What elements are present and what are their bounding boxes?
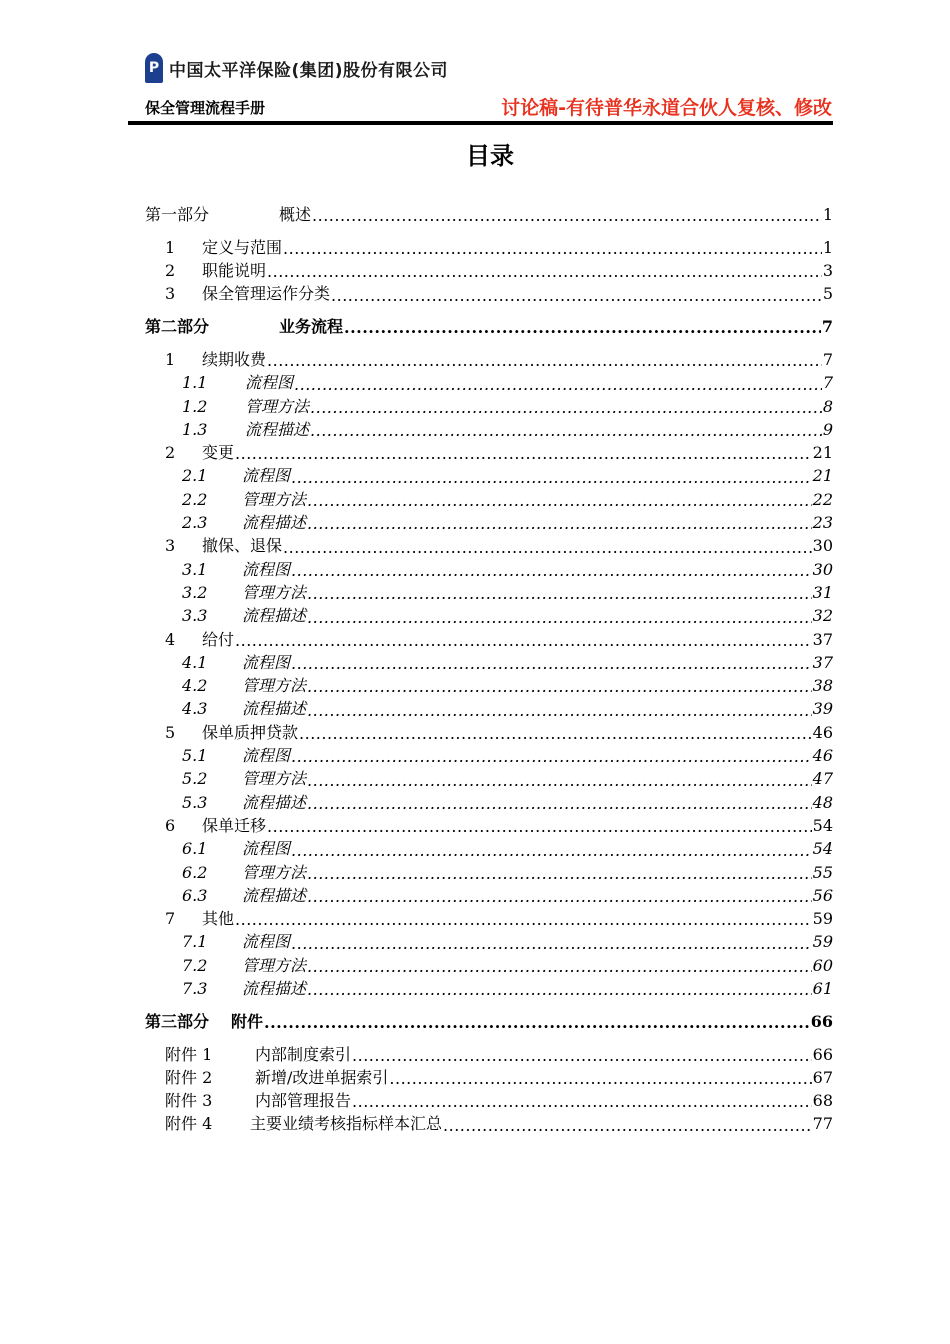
toc-text: 附件 bbox=[231, 1011, 264, 1031]
toc-num: 6.3 bbox=[182, 885, 208, 905]
toc-num: 第三部分 bbox=[145, 1011, 210, 1031]
toc-leader bbox=[235, 444, 812, 464]
toc-num: 7.1 bbox=[182, 932, 208, 952]
toc-text: 保单迁移 bbox=[202, 815, 267, 835]
toc-page: 38 bbox=[812, 676, 833, 696]
toc-num: 6.1 bbox=[182, 839, 208, 859]
toc-item[interactable] bbox=[145, 441, 833, 464]
toc-text: 流程描述 bbox=[242, 885, 307, 905]
toc-num: 2.3 bbox=[182, 513, 208, 533]
toc-leader bbox=[291, 561, 812, 581]
toc-leader bbox=[307, 980, 812, 1000]
toc-num: 5.2 bbox=[182, 769, 208, 789]
toc-text: 概述 bbox=[279, 205, 312, 224]
toc-page: 21 bbox=[812, 466, 833, 486]
toc-subitem[interactable] bbox=[145, 464, 833, 487]
toc-num: 5.3 bbox=[182, 792, 208, 812]
toc-item[interactable] bbox=[145, 721, 833, 744]
toc-text: 主要业绩考核指标样本汇总 bbox=[250, 1114, 443, 1134]
toc-leader bbox=[267, 817, 812, 837]
toc-leader bbox=[291, 468, 812, 488]
toc-leader bbox=[283, 538, 812, 558]
toc-text: 保全管理运作分类 bbox=[202, 284, 331, 304]
toc-text: 管理方法 bbox=[242, 489, 307, 509]
toc-part-3[interactable] bbox=[145, 1010, 833, 1033]
toc-text: 撤保、退保 bbox=[202, 536, 283, 556]
toc-subitem[interactable] bbox=[145, 511, 833, 534]
toc-num: 1.2 bbox=[182, 396, 208, 416]
toc-subitem[interactable] bbox=[145, 930, 833, 953]
toc-page: 3 bbox=[822, 261, 833, 281]
toc-text: 新增/改进单据索引 bbox=[255, 1067, 389, 1087]
toc-page: 56 bbox=[812, 885, 833, 905]
toc-page: 23 bbox=[812, 513, 833, 533]
toc-text: 保单质押贷款 bbox=[202, 722, 299, 742]
header-rule bbox=[128, 121, 833, 125]
toc-page: 7 bbox=[822, 373, 833, 393]
toc-leader bbox=[291, 841, 812, 861]
toc-num: 3.1 bbox=[182, 559, 208, 579]
toc-subitem[interactable] bbox=[145, 861, 833, 884]
toc-num: 第一部分 bbox=[145, 205, 210, 224]
toc-num: 1 bbox=[165, 237, 176, 257]
toc-num: 3.2 bbox=[182, 582, 208, 602]
toc-num: 3.3 bbox=[182, 606, 208, 626]
toc-text: 内部管理报告 bbox=[255, 1091, 352, 1111]
toc-subitem[interactable] bbox=[145, 488, 833, 511]
toc-num: 1.1 bbox=[182, 373, 208, 393]
toc-page: 61 bbox=[812, 979, 833, 998]
logo-mark-icon: P bbox=[145, 53, 163, 83]
toc-text: 业务流程 bbox=[279, 317, 344, 337]
toc-num: 1.3 bbox=[182, 419, 208, 439]
toc-page: 1 bbox=[822, 205, 833, 224]
toc-page: 48 bbox=[812, 792, 833, 812]
toc-leader bbox=[310, 398, 822, 418]
toc-num: 3 bbox=[165, 536, 176, 556]
toc-text: 给付 bbox=[202, 629, 235, 649]
toc-leader bbox=[307, 771, 812, 791]
toc-subitem[interactable] bbox=[145, 371, 833, 394]
toc-subitem[interactable] bbox=[145, 604, 833, 627]
toc-num: 附件 3 bbox=[165, 1091, 213, 1111]
toc-leader bbox=[307, 957, 812, 977]
toc-item[interactable] bbox=[145, 814, 833, 837]
toc-leader bbox=[307, 701, 812, 721]
toc-leader bbox=[291, 654, 812, 674]
toc-leader bbox=[307, 491, 812, 511]
toc-subitem[interactable] bbox=[145, 767, 833, 790]
toc-page: 7 bbox=[822, 349, 833, 369]
toc-page: 21 bbox=[812, 443, 833, 463]
toc-num: 6.2 bbox=[182, 862, 208, 882]
toc-text: 管理方法 bbox=[242, 955, 307, 975]
toc-leader bbox=[312, 206, 822, 226]
toc-num: 第二部分 bbox=[145, 317, 210, 337]
toc-page: 32 bbox=[812, 606, 833, 626]
table-of-contents bbox=[145, 203, 833, 1136]
toc-item[interactable] bbox=[145, 628, 833, 651]
toc-leader bbox=[267, 262, 822, 282]
toc-page: 60 bbox=[812, 955, 833, 975]
toc-text: 流程图 bbox=[245, 373, 294, 393]
toc-leader bbox=[307, 794, 812, 814]
toc-subitem[interactable] bbox=[145, 395, 833, 418]
toc-text: 管理方法 bbox=[242, 862, 307, 882]
toc-page: 47 bbox=[812, 769, 833, 789]
toc-num: 附件 2 bbox=[165, 1067, 213, 1087]
toc-subitem[interactable] bbox=[145, 954, 833, 977]
toc-text: 流程描述 bbox=[242, 513, 307, 533]
toc-text: 流程描述 bbox=[242, 792, 307, 812]
toc-text: 续期收费 bbox=[202, 349, 267, 369]
toc-item[interactable] bbox=[145, 348, 833, 371]
toc-text: 内部制度索引 bbox=[255, 1044, 352, 1064]
toc-num: 4.1 bbox=[182, 652, 208, 672]
toc-num: 2.1 bbox=[182, 466, 208, 486]
toc-page: 77 bbox=[812, 1114, 833, 1134]
toc-text: 管理方法 bbox=[242, 676, 307, 696]
toc-num: 7.3 bbox=[182, 979, 208, 998]
toc-leader bbox=[344, 318, 821, 338]
toc-text: 其他 bbox=[202, 909, 235, 929]
toc-leader bbox=[307, 887, 812, 907]
toc-page: 39 bbox=[812, 699, 833, 719]
toc-text: 管理方法 bbox=[242, 769, 307, 789]
toc-title: 目录 bbox=[466, 142, 514, 170]
toc-num: 5 bbox=[165, 722, 176, 742]
toc-leader bbox=[264, 1013, 810, 1033]
toc-text: 流程图 bbox=[242, 559, 291, 579]
toc-appendix[interactable] bbox=[145, 1043, 833, 1066]
toc-num: 2 bbox=[165, 261, 176, 281]
toc-num: 7.2 bbox=[182, 955, 208, 975]
draft-note: 讨论稿-有待普华永道合伙人复核、修改 bbox=[501, 97, 832, 119]
toc-leader bbox=[307, 514, 812, 534]
toc-item[interactable] bbox=[145, 259, 833, 282]
toc-num: 4.3 bbox=[182, 699, 208, 719]
toc-text: 流程描述 bbox=[242, 979, 307, 998]
toc-text: 流程描述 bbox=[242, 606, 307, 626]
toc-text: 流程图 bbox=[242, 932, 291, 952]
toc-text: 管理方法 bbox=[242, 582, 307, 602]
toc-leader bbox=[307, 584, 812, 604]
toc-leader bbox=[443, 1116, 812, 1136]
toc-text: 流程图 bbox=[242, 839, 291, 859]
toc-subitem[interactable] bbox=[145, 674, 833, 697]
toc-num: 3 bbox=[165, 284, 176, 304]
toc-page: 1 bbox=[822, 237, 833, 257]
toc-leader bbox=[307, 677, 812, 697]
toc-leader bbox=[235, 910, 812, 930]
toc-num: 附件 1 bbox=[165, 1044, 213, 1064]
toc-text: 定义与范围 bbox=[202, 237, 283, 257]
toc-page: 54 bbox=[812, 815, 833, 835]
toc-page: 30 bbox=[812, 559, 833, 579]
toc-text: 职能说明 bbox=[202, 261, 267, 281]
toc-leader bbox=[331, 286, 822, 306]
logo-text: 中国太平洋保险(集团)股份有限公司 bbox=[169, 60, 449, 81]
toc-text: 流程描述 bbox=[245, 419, 310, 439]
toc-page: 9 bbox=[822, 419, 833, 439]
toc-leader bbox=[291, 934, 812, 954]
toc-page: 66 bbox=[812, 1044, 833, 1064]
toc-page: 59 bbox=[812, 932, 833, 952]
toc-text: 流程图 bbox=[242, 746, 291, 766]
toc-num: 5.1 bbox=[182, 746, 208, 766]
toc-page: 46 bbox=[812, 722, 833, 742]
toc-subitem[interactable] bbox=[145, 791, 833, 814]
toc-text: 流程图 bbox=[242, 466, 291, 486]
toc-page: 46 bbox=[812, 746, 833, 766]
toc-item[interactable] bbox=[145, 534, 833, 557]
toc-appendix[interactable] bbox=[145, 1066, 833, 1089]
toc-subitem[interactable] bbox=[145, 884, 833, 907]
toc-leader bbox=[307, 608, 812, 628]
toc-page: 22 bbox=[812, 489, 833, 509]
toc-leader bbox=[267, 351, 822, 371]
company-logo bbox=[145, 50, 448, 86]
toc-num: 附件 4 bbox=[165, 1114, 213, 1134]
toc-page: 68 bbox=[812, 1091, 833, 1111]
toc-page: 37 bbox=[812, 652, 833, 672]
toc-leader bbox=[299, 724, 812, 744]
toc-text: 变更 bbox=[202, 443, 235, 463]
toc-page: 55 bbox=[812, 862, 833, 882]
toc-subitem[interactable] bbox=[145, 744, 833, 767]
manual-title: 保全管理流程手册 bbox=[145, 99, 266, 117]
toc-num: 4.2 bbox=[182, 676, 208, 696]
toc-subitem[interactable] bbox=[145, 697, 833, 720]
toc-part-2[interactable] bbox=[145, 315, 833, 338]
toc-page: 59 bbox=[812, 909, 833, 929]
toc-leader bbox=[389, 1069, 811, 1089]
toc-page: 67 bbox=[812, 1067, 833, 1087]
toc-num: 2.2 bbox=[182, 489, 208, 509]
toc-appendix[interactable] bbox=[145, 1112, 833, 1135]
toc-num: 2 bbox=[165, 443, 176, 463]
toc-page: 30 bbox=[812, 536, 833, 556]
toc-page: 66 bbox=[810, 1011, 833, 1031]
toc-leader bbox=[294, 375, 822, 395]
toc-leader bbox=[291, 747, 812, 767]
toc-leader bbox=[352, 1092, 812, 1112]
toc-page: 8 bbox=[822, 396, 833, 416]
toc-leader bbox=[310, 421, 822, 441]
toc-leader bbox=[352, 1046, 812, 1066]
toc-page: 54 bbox=[812, 839, 833, 859]
toc-subitem[interactable] bbox=[145, 558, 833, 581]
toc-num: 1 bbox=[165, 349, 176, 369]
toc-item[interactable] bbox=[145, 907, 833, 930]
toc-text: 流程描述 bbox=[242, 699, 307, 719]
toc-num: 4 bbox=[165, 629, 176, 649]
toc-leader bbox=[235, 631, 812, 651]
toc-page: 31 bbox=[812, 582, 833, 602]
toc-page: 37 bbox=[812, 629, 833, 649]
toc-page: 7 bbox=[821, 317, 833, 337]
toc-subitem[interactable] bbox=[145, 837, 833, 860]
toc-part-1[interactable] bbox=[145, 203, 833, 226]
toc-text: 流程图 bbox=[242, 652, 291, 672]
toc-item[interactable] bbox=[145, 236, 833, 259]
toc-subitem[interactable] bbox=[145, 581, 833, 604]
toc-num: 7 bbox=[165, 909, 176, 929]
toc-leader bbox=[283, 239, 822, 259]
toc-text: 管理方法 bbox=[245, 396, 310, 416]
toc-num: 6 bbox=[165, 815, 176, 835]
toc-appendix[interactable] bbox=[145, 1089, 833, 1112]
toc-leader bbox=[307, 864, 812, 884]
toc-item[interactable] bbox=[145, 282, 833, 305]
toc-page: 5 bbox=[822, 284, 833, 304]
toc-subitem[interactable] bbox=[145, 651, 833, 674]
toc-subitem[interactable] bbox=[145, 418, 833, 441]
toc-subitem[interactable] bbox=[145, 977, 833, 1000]
